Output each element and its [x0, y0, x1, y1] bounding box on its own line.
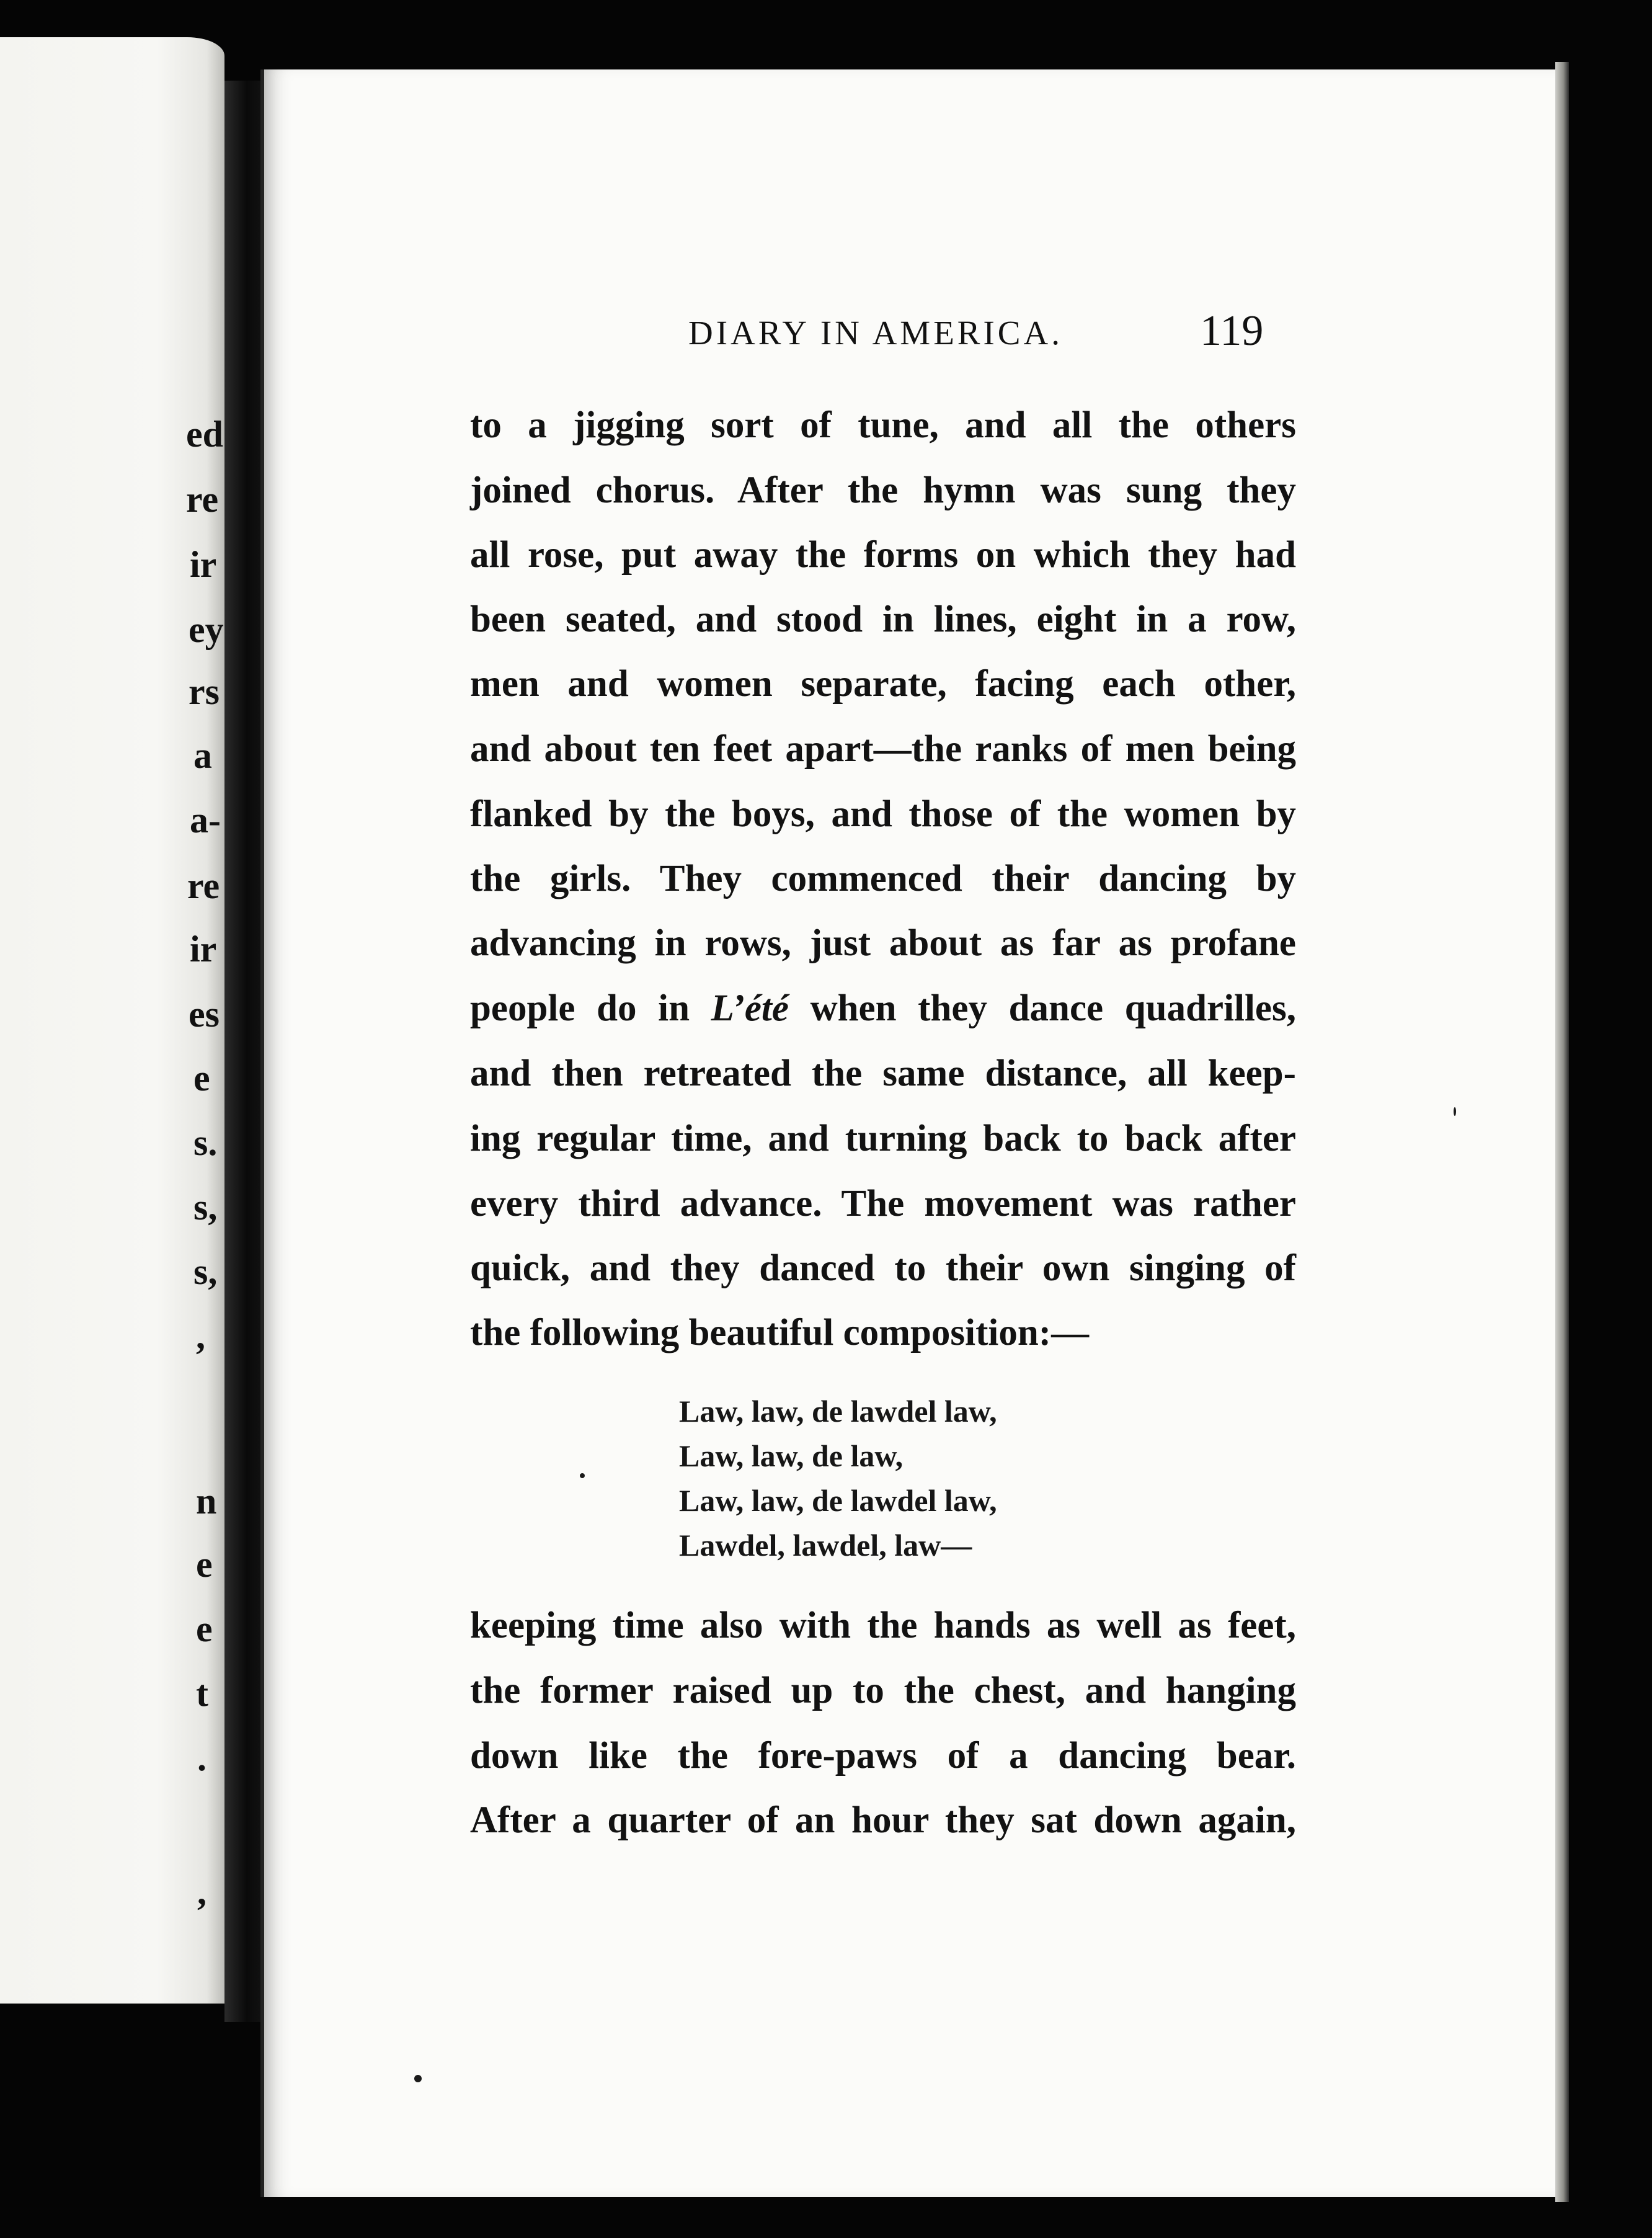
running-head: DIARY IN AMERICA. — [688, 314, 1063, 352]
left-page-fragment: ir — [190, 544, 217, 585]
scan-speck — [1454, 1107, 1456, 1116]
body-line: and about ten feet apart—the ranks of men being — [470, 728, 1296, 770]
left-page-fragment: a — [193, 735, 212, 776]
left-page-fragment: e — [196, 1608, 213, 1649]
left-page-fragment: , — [196, 1316, 205, 1357]
body-line: and then retreated the same distance, all keep- — [470, 1053, 1296, 1094]
body-line: the following beautiful composition:— — [470, 1312, 1090, 1353]
left-page-fragment: a- — [190, 800, 221, 840]
lete-after: when they dance quadrilles, — [788, 987, 1296, 1029]
lete-italic: L’été — [711, 987, 789, 1029]
body-line: joined chorus. After the hymn was sung they — [470, 470, 1296, 511]
binding-gutter — [224, 81, 262, 2022]
left-facing-page — [0, 37, 224, 2004]
left-page-fragment: ed — [186, 414, 223, 455]
left-page-fragment: re — [187, 865, 220, 906]
body-line-lete — [470, 989, 1296, 1027]
body-line: quick, and they danced to their own singing of — [470, 1247, 1296, 1289]
body-line: advancing in rows, just about as far as profane — [470, 922, 1296, 964]
body-line: After a quarter of an hour they sat down again, — [470, 1799, 1296, 1841]
body-line: every third advance. The movement was rather — [470, 1183, 1296, 1224]
left-page-fragment: ey — [189, 609, 224, 650]
lete-before: people do in — [470, 987, 711, 1029]
body-line: down like the fore-paws of a dancing bear. — [470, 1735, 1296, 1777]
scan-speck — [414, 2075, 422, 2082]
verse-line: Lawdel, lawdel, law— — [679, 1528, 972, 1563]
left-page-fragment: s, — [193, 1251, 218, 1292]
scan-speck — [580, 1473, 585, 1478]
left-page-fragment: es — [189, 994, 220, 1035]
verse-line: Law, law, de lawdel law, — [679, 1394, 997, 1429]
left-page-fragment: s. — [193, 1122, 218, 1163]
left-page-fragment: ir — [190, 929, 217, 970]
body-line: all rose, put away the forms on which they had — [470, 534, 1296, 576]
left-page-fragment: re — [186, 479, 219, 520]
left-page-fragment: , — [197, 1871, 206, 1912]
left-page-fragment: rs — [189, 671, 220, 712]
body-line: been seated, and stood in lines, eight in a row, — [470, 599, 1296, 640]
body-line: the former raised up to the chest, and hanging — [470, 1670, 1296, 1711]
left-page-fragment: n — [196, 1481, 217, 1522]
body-line: ing regular time, and turning back to back after — [470, 1118, 1296, 1159]
body-line: the girls. They commenced their dancing by — [470, 858, 1296, 899]
verse-line: Law, law, de law, — [679, 1438, 904, 1473]
body-line: to a jigging sort of tune, and all the others — [470, 404, 1296, 446]
page-edge — [1555, 62, 1569, 2202]
page-number: 119 — [1200, 307, 1264, 355]
left-page-fragment: . — [197, 1737, 206, 1778]
body-line: men and women separate, facing each other, — [470, 663, 1296, 705]
left-page-fragment: e — [193, 1058, 210, 1099]
body-line: keeping time also with the hands as well as feet, — [470, 1605, 1296, 1646]
left-page-fragment: s, — [193, 1187, 218, 1228]
body-line: flanked by the boys, and those of the women by — [470, 793, 1296, 835]
left-page-fragment: t — [196, 1673, 208, 1714]
verse-line: Law, law, de lawdel law, — [679, 1483, 997, 1518]
left-page-fragment: e — [196, 1544, 213, 1585]
